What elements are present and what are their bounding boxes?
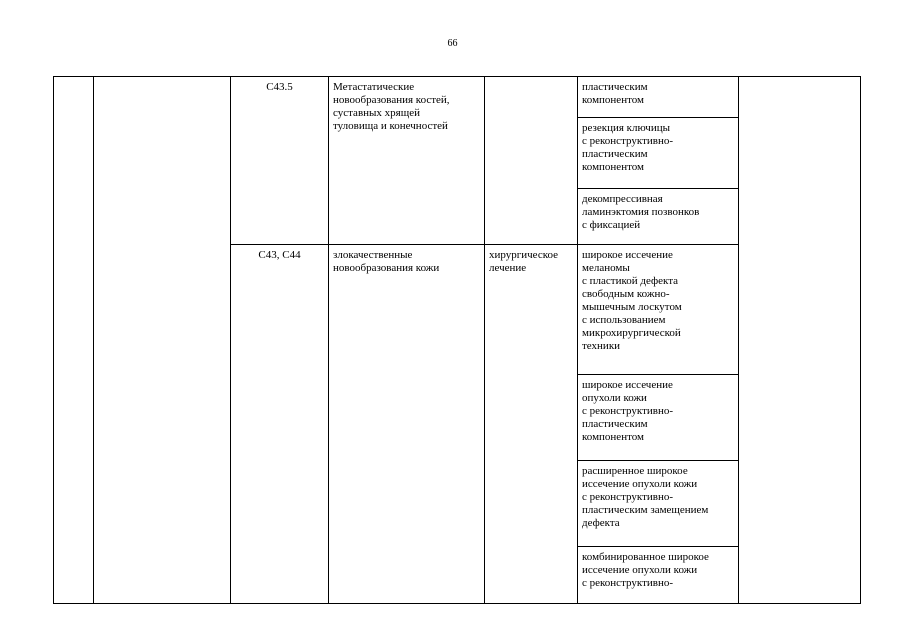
- treatment-type-cell: хирургическое лечение: [485, 245, 578, 604]
- method-cell: пластическим компонентом: [578, 77, 739, 118]
- empty-cell-col1: [54, 77, 94, 604]
- method-cell: декомпрессивная ламинэктомия позвонков с фиксацией: [578, 189, 739, 245]
- empty-cell-col2: [94, 77, 231, 604]
- method-cell: комбинированное широкое иссечение опухоли кожи с реконструктивно-: [578, 547, 739, 604]
- page-number: 66: [447, 38, 458, 49]
- table-row: [54, 77, 861, 118]
- treatment-type-cell: [485, 77, 578, 245]
- diagnosis-cell: злокачественные новообразования кожи: [329, 245, 485, 604]
- treatment-table: [53, 76, 861, 604]
- icd-code-cell: C43.5: [231, 77, 329, 245]
- icd-code-cell: C43, C44: [231, 245, 329, 604]
- method-cell: расширенное широкое иссечение опухоли кожи с реконструктивно- пластическим замещением дефекта: [578, 461, 739, 547]
- diagnosis-cell: Метастатические новообразования костей, суставных хрящей туловища и конечностей: [329, 77, 485, 245]
- empty-cell-col7: [739, 77, 861, 604]
- method-cell: резекция ключицы с реконструктивно- пластическим компонентом: [578, 118, 739, 189]
- method-cell: широкое иссечение меланомы с пластикой дефекта свободным кожно- мышечным лоскутом с использованием микрохирургической техники: [578, 245, 739, 375]
- method-cell: широкое иссечение опухоли кожи с реконструктивно- пластическим компонентом: [578, 375, 739, 461]
